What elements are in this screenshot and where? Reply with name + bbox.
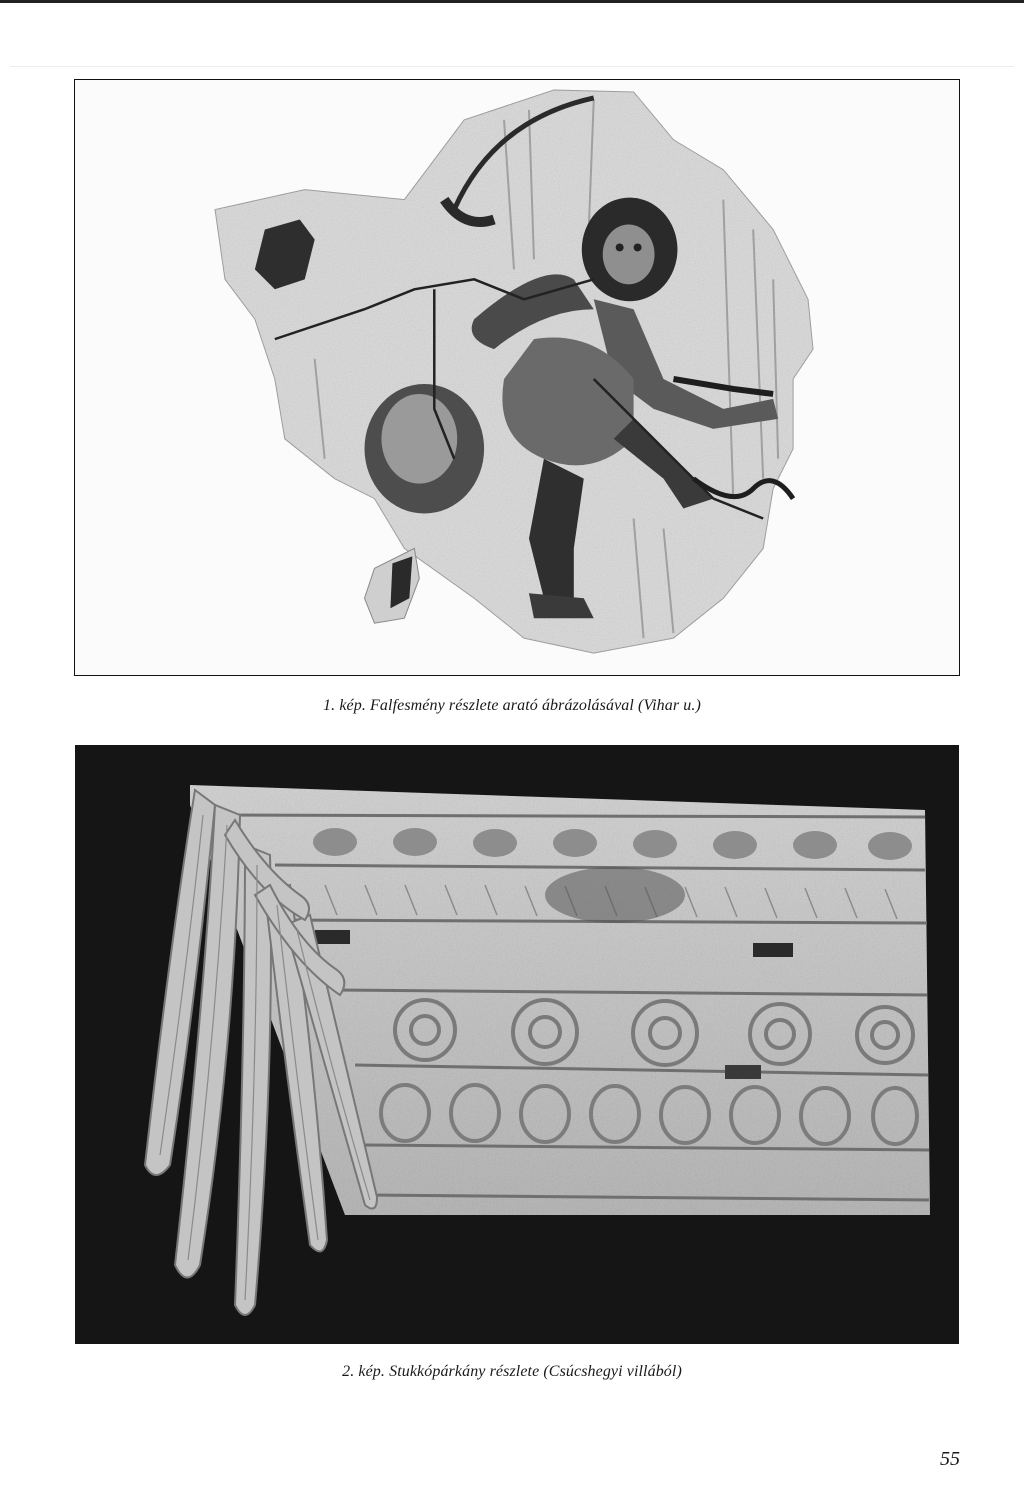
fresco-fragment-image [75,80,959,675]
figure-1-caption: 1. kép. Falfesmény részlete arató ábrázolásával (Vihar u.) [323,697,701,714]
stucco-cornice-figure [75,745,959,1344]
fresco-figure [74,79,960,676]
stucco-cornice-image [75,745,959,1344]
page-faint-rule [10,66,1014,67]
page-top-rule [0,0,1024,3]
figure-2-caption: 2. kép. Stukkópárkány részlete (Csúcshegyi villából) [342,1363,682,1380]
page-number: 55 [940,1448,960,1470]
